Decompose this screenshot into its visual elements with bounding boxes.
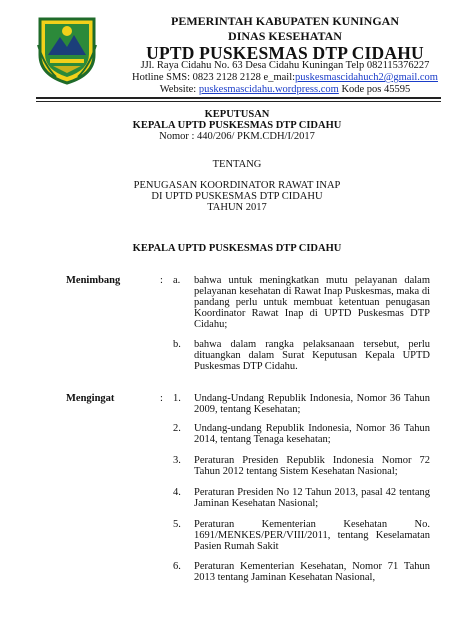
mengingat-item-4: Peraturan Presiden No 12 Tahun 2013, pasal 42 tentang Jaminan Kesehatan Nasional; xyxy=(194,487,430,509)
mengingat-item-5: Peraturan Kementerian Kesehatan No. 1691/MENKES/PER/VIII/2011, tentang Keselamatan Pasien Rumah Sakit xyxy=(194,519,430,552)
letterhead-titles xyxy=(100,14,470,63)
government-name: PEMERINTAH KABUPATEN KUNINGAN xyxy=(170,14,399,28)
subject-line-1: PENUGASAN KOORDINATOR RAWAT INAP xyxy=(133,180,341,191)
kuningan-emblem-logo xyxy=(36,15,98,85)
menimbang-label: Menimbang xyxy=(66,275,121,286)
mengingat-colon: : xyxy=(160,393,163,404)
list-marker: 5. xyxy=(173,519,181,530)
menimbang-item-b: bahwa dalam rangka pelaksanaan tersebut, perlu dituangkan dalam Surat Keputusan Kepala UPTD Puskesmas DTP Cidahu. xyxy=(194,339,430,372)
subject-line-2: DI UPTD PUSKESMAS DTP CIDAHU xyxy=(151,191,323,202)
letterhead-divider-thick xyxy=(36,97,441,99)
mengingat-item-1: Undang-Undang Republik Indonesia, Nomor 36 Tahun 2009, tentang Kesehatan; xyxy=(194,393,430,415)
menimbang-item-a: bahwa untuk meningkatkan mutu pelayanan dalam pelayanan kesehatan di Rawat Inap Puskesmas, maka di pandang perlu untuk membuat ketentuan penugasan Koordinator Rawat Inap di UPTD Puskesmas DTP Cidahu; xyxy=(194,275,430,330)
section-heading: KEPALA UPTD PUSKESMAS DTP CIDAHU xyxy=(132,243,342,254)
decree-number: Nomor : 440/206/ PKM.CDH/I/2017 xyxy=(159,131,315,142)
decree-issuer: KEPALA UPTD PUSKESMAS DTP CIDAHU xyxy=(132,120,342,131)
website-link[interactable]: puskesmascidahu.wordpress.com xyxy=(198,84,339,95)
hotline-line xyxy=(100,72,470,84)
hotline-text: Hotline SMS: 0823 2128 2128 e_mail: xyxy=(132,72,296,83)
mengingat-label: Mengingat xyxy=(66,393,115,404)
address-line: JJl. Raya Cidahu No. 63 Desa Cidahu Kuningan Telp 082115376227 xyxy=(140,60,430,71)
decree-title: KEPUTUSAN xyxy=(204,109,270,120)
subject-label: TENTANG xyxy=(212,159,262,170)
list-marker: a. xyxy=(173,275,181,286)
website-label: Website: xyxy=(159,84,199,95)
postal-code: Kode pos 45595 xyxy=(338,84,411,95)
list-marker: 1. xyxy=(173,393,181,404)
list-marker: 6. xyxy=(173,561,181,572)
agency-name: DINAS KESEHATAN xyxy=(228,29,342,43)
list-marker: 3. xyxy=(173,455,181,466)
subject-line-3: TAHUN 2017 xyxy=(207,202,267,213)
list-marker: b. xyxy=(173,339,181,350)
institution-name: UPTD PUSKESMAS DTP CIDAHU xyxy=(146,43,424,63)
list-marker: 4. xyxy=(173,487,181,498)
mengingat-item-2: Undang-undang Republik Indonesia, Nomor 36 Tahun 2014, tentang Tenaga kesehatan; xyxy=(194,423,430,445)
website-line xyxy=(100,84,470,96)
email-link[interactable]: puskesmascidahuch2@gmail.com xyxy=(295,72,438,83)
menimbang-colon: : xyxy=(160,275,163,286)
mengingat-item-6: Peraturan Kementerian Kesehatan, Nomor 71 Tahun 2013 tentang Jaminan Kesehatan Nasional, xyxy=(194,561,430,583)
letterhead-divider-thin xyxy=(36,101,441,102)
list-marker: 2. xyxy=(173,423,181,434)
mengingat-item-3: Peraturan Presiden Republik Indonesia Nomor 72 Tahun 2012 tentang Sistem Kesehatan Nasional; xyxy=(194,455,430,477)
